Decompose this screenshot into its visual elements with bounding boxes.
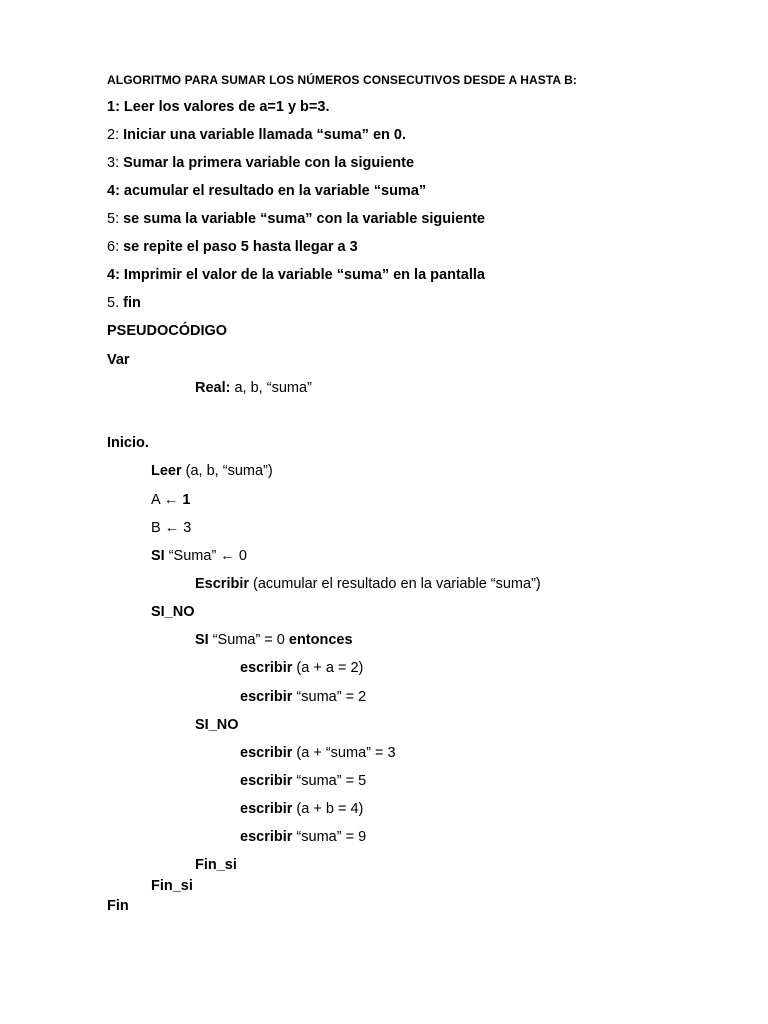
left-arrow-icon: ← [220, 548, 235, 564]
escribir-expression: “suma” = 9 [292, 829, 367, 845]
entonces-keyword: entonces [288, 632, 353, 648]
escribir-keyword: escribir [240, 745, 293, 761]
algorithm-step-2 [107, 126, 406, 144]
algorithm-step-8 [107, 294, 141, 312]
si-value: 0 [234, 548, 247, 564]
escribir-keyword: escribir [240, 801, 293, 817]
assign-b-variable: B [151, 520, 165, 536]
escribir-expression: (a + a = 2) [292, 660, 364, 676]
step-text: Sumar la primera variable con la siguiente [119, 155, 415, 171]
si-no-keyword-outer: SI_NO [151, 604, 195, 620]
escribir-line-4 [240, 772, 366, 790]
assign-b-statement [151, 519, 191, 537]
step-text: fin [119, 295, 141, 311]
escribir-keyword: escribir [240, 773, 293, 789]
si-keyword: SI [151, 548, 165, 564]
step-text: Imprimir el valor de la variable “suma” en la pantalla [119, 267, 485, 283]
si-no-keyword-inner: SI_NO [195, 717, 239, 733]
var-keyword: Var [107, 352, 130, 368]
real-keyword: Real: [195, 380, 231, 396]
escribir-line-5 [240, 800, 363, 818]
algorithm-step-5 [107, 210, 485, 228]
pseudocode-heading: PSEUDOCÓDIGO [107, 323, 228, 339]
escribir-expression: (a + b = 4) [292, 801, 364, 817]
escribir-line-2 [240, 688, 366, 706]
step-text: se repite el paso 5 hasta llegar a 3 [119, 239, 358, 255]
real-variables: a, b, “suma” [230, 380, 312, 396]
step-text: acumular el resultado en la variable “suma” [119, 183, 427, 199]
algorithm-step-6 [107, 238, 358, 256]
step-number: 3: [107, 155, 120, 171]
escribir-keyword: escribir [240, 829, 293, 845]
step-text: Leer los valores de a=1 y b=3. [119, 99, 330, 115]
left-arrow-icon: ← [163, 492, 179, 508]
escribir-line-6 [240, 828, 366, 846]
si-keyword: SI [195, 632, 209, 648]
fin-si-inner: Fin_si [195, 857, 237, 873]
assign-a-statement [151, 491, 191, 509]
assign-b-value: 3 [179, 520, 192, 536]
escribir-text: (acumular el resultado en la variable “suma”) [249, 576, 541, 592]
step-text: Iniciar una variable llamada “suma” en 0. [119, 127, 406, 143]
escribir-expression: “suma” = 5 [292, 773, 367, 789]
step-number: 6: [107, 239, 120, 255]
si-statement-outer [151, 547, 247, 565]
fin-keyword: Fin [107, 898, 129, 914]
si-statement-inner [195, 631, 353, 649]
leer-keyword: Leer [151, 463, 182, 479]
escribir-expression: “suma” = 2 [292, 689, 367, 705]
step-text: se suma la variable “suma” con la variable siguiente [119, 211, 485, 227]
step-number: 4: [107, 267, 120, 283]
step-number: 5. [107, 295, 120, 311]
real-declaration [195, 379, 312, 397]
algorithm-step-4 [107, 182, 426, 200]
assign-a-value: 1 [178, 492, 191, 508]
escribir-keyword: escribir [240, 660, 293, 676]
escribir-line-3 [240, 744, 396, 762]
escribir-keyword: Escribir [195, 576, 249, 592]
left-arrow-icon: ← [164, 520, 180, 536]
leer-arguments: (a, b, “suma”) [181, 463, 273, 479]
algorithm-step-1 [107, 98, 329, 116]
escribir-keyword: escribir [240, 689, 293, 705]
assign-a-variable: A [151, 492, 164, 508]
fin-si-outer: Fin_si [151, 878, 193, 894]
escribir-line-1 [240, 659, 363, 677]
si-condition: “Suma” = 0 [208, 632, 289, 648]
document-title: ALGORITMO PARA SUMAR LOS NÚMEROS CONSECUTIVOS DESDE A HASTA B: [107, 73, 577, 87]
step-number: 1: [107, 99, 120, 115]
escribir-statement [195, 575, 541, 593]
algorithm-step-7 [107, 266, 485, 284]
si-condition: “Suma” [164, 548, 221, 564]
inicio-keyword: Inicio. [107, 435, 149, 451]
escribir-expression: (a + “suma” = 3 [292, 745, 396, 761]
step-number: 4: [107, 183, 120, 199]
algorithm-step-3 [107, 154, 414, 172]
step-number: 5: [107, 211, 120, 227]
leer-statement [151, 462, 273, 480]
step-number: 2: [107, 127, 120, 143]
